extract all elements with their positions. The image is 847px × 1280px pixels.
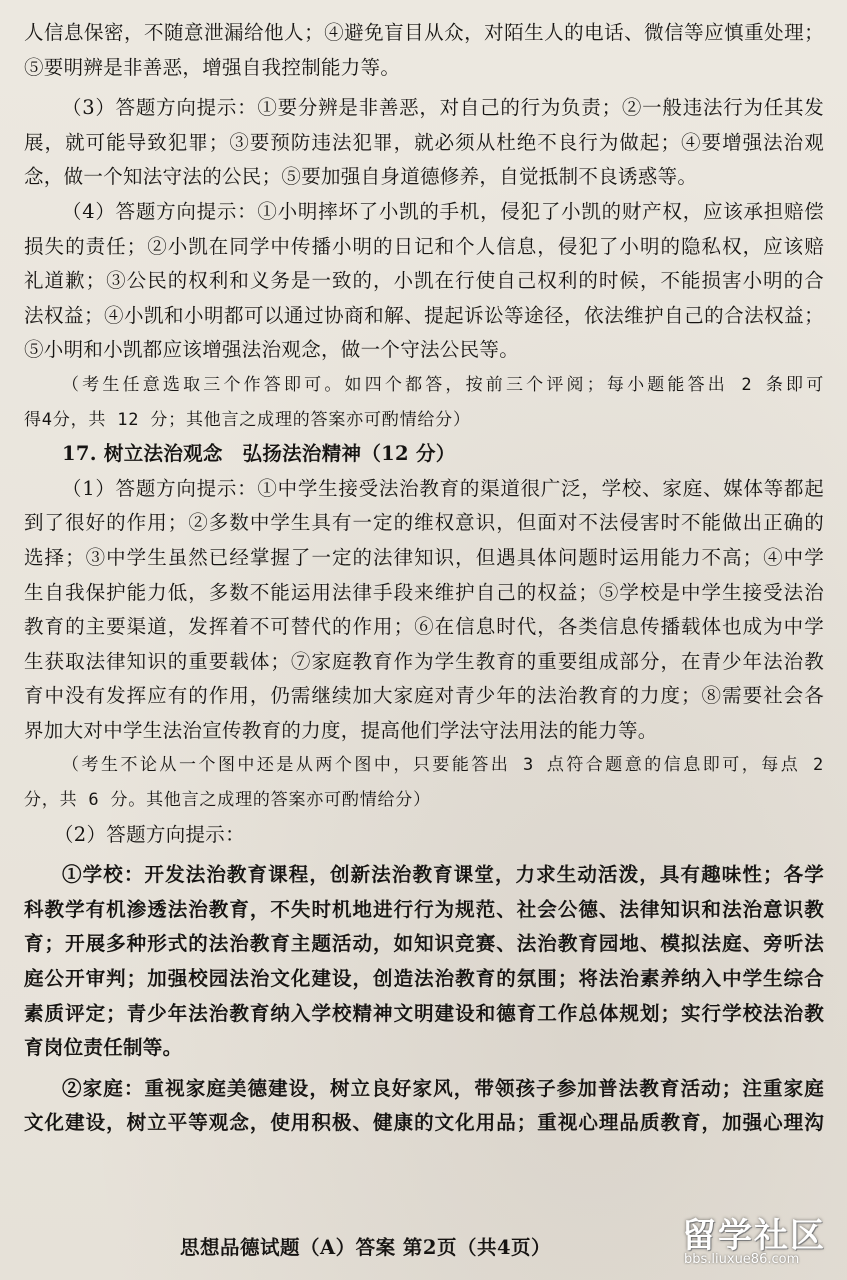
text-line: 庭公开审判；加强校园法治文化建设，创造法治教育的氛围；将法治素养纳入中学生综合 — [24, 967, 824, 991]
site-watermark — [672, 1208, 837, 1274]
text-line: （4）答题方向提示：①小明摔坏了小凯的手机，侵犯了小凯的财产权，应该承担赔偿 — [62, 199, 824, 223]
text-line: （2）答题方向提示： — [54, 822, 245, 846]
text-line: 教育的主要渠道，发挥着不可替代的作用；⑥在信息时代，各类信息传播载体也成为中学 — [24, 615, 824, 639]
text-line: 礼道歉；③公民的权利和义务是一致的，小凯在行使自己权利的时候，不能损害小明的合 — [24, 269, 824, 293]
watermark-title: 留学社区 — [682, 1216, 826, 1256]
text-line: 选择；③中学生虽然已经掌握了一定的法律知识，但遇具体问题时运用能力不高；④中学 — [24, 545, 824, 569]
text-line: 素质评定；青少年法治教育纳入学校精神文明建设和德育工作总体规划；实行学校法治教 — [24, 1001, 824, 1025]
question-heading: 17. 树立法治观念 弘扬法治精神（12 分） — [62, 442, 456, 466]
page-footer: 思想品德试题（A）答案 第2页（共4页） — [180, 1236, 552, 1259]
watermark-url: bbs.liuxue86.com — [684, 1252, 800, 1267]
text-line: 育中没有发挥应有的作用，仍需继续加大家庭对青少年的法治教育的力度；⑧需要社会各 — [24, 684, 824, 708]
text-line: 损失的责任；②小凯在同学中传播小明的日记和个人信息，侵犯了小明的隐私权，应该赔 — [24, 234, 824, 258]
text-line: 到了很好的作用；②多数中学生具有一定的维权意识，但面对不法侵害时不能做出正确的 — [24, 511, 824, 535]
text-line: ⑤小明和小凯都应该增强法治观念，做一个守法公民等。 — [24, 338, 520, 362]
text-line: 生获取法律知识的重要载体；⑦家庭教育作为学生教育的重要组成部分，在青少年法治教 — [24, 649, 824, 673]
text-line: 育；开展多种形式的法治教育主题活动，如知识竞赛、法治教育园地、模拟法庭、旁听法 — [24, 932, 824, 956]
answer-text-body — [24, 16, 824, 1141]
text-line: 法权益；④小凯和小明都可以通过协商和解、提起诉讼等途径，依法维护自己的合法权益； — [24, 303, 824, 327]
text-line: 生自我保护能力低，多数不能运用法律手段来维护自己的权益；⑤学校是中学生接受法治 — [24, 580, 824, 604]
text-line: ②家庭：重视家庭美德建设，树立良好家风，带领孩子参加普法教育活动；注重家庭 — [62, 1076, 824, 1100]
text-line: 界加大对中学生法治宣传教育的力度，提高他们学法守法用法的能力等。 — [24, 718, 658, 742]
text-line: 念，做一个知法守法的公民；⑤要加强自身道德修养，自觉抵制不良诱惑等。 — [24, 165, 698, 189]
scoring-note: （考生不论从一个图中还是从两个图中，只要能答出 3 点符合题意的信息即可，每点 2 — [62, 755, 824, 776]
scoring-note: （考生任意选取三个作答即可。如四个都答，按前三个评阅；每小题能答出 2 条即可 — [62, 374, 824, 395]
text-line: 育岗位责任制等。 — [24, 1036, 183, 1060]
text-line: ⑤要明辨是非善恶，增强自我控制能力等。 — [24, 55, 401, 79]
text-line: 展，就可能导致犯罪；③要预防违法犯罪，就必须从杜绝不良行为做起；④要增强法治观 — [24, 130, 824, 154]
scoring-note: 分，共 6 分。其他言之成理的答案亦可酌情给分） — [24, 790, 431, 811]
text-line: 文化建设，树立平等观念，使用积极、健康的文化用品；重视心理品质教育，加强心理沟 — [24, 1111, 824, 1135]
text-line: ①学校：开发法治教育课程，创新法治教育课堂，力求生动活泼，具有趣味性；各学 — [62, 863, 824, 887]
text-line: （3）答题方向提示：①要分辨是非善恶，对自己的行为负责；②一般违法行为任其发 — [62, 96, 824, 120]
scoring-note: 得4分，共 12 分；其他言之成理的答案亦可酌情给分） — [24, 409, 471, 430]
text-line: 科教学有机渗透法治教育，不失时机地进行行为规范、社会公德、法律知识和法治意识教 — [24, 897, 824, 921]
text-line: （1）答题方向提示：①中学生接受法治教育的渠道很广泛，学校、家庭、媒体等都起 — [62, 476, 824, 500]
text-line: 人信息保密，不随意泄漏给他人；④避免盲目从众，对陌生人的电话、微信等应慎重处理； — [24, 21, 824, 44]
